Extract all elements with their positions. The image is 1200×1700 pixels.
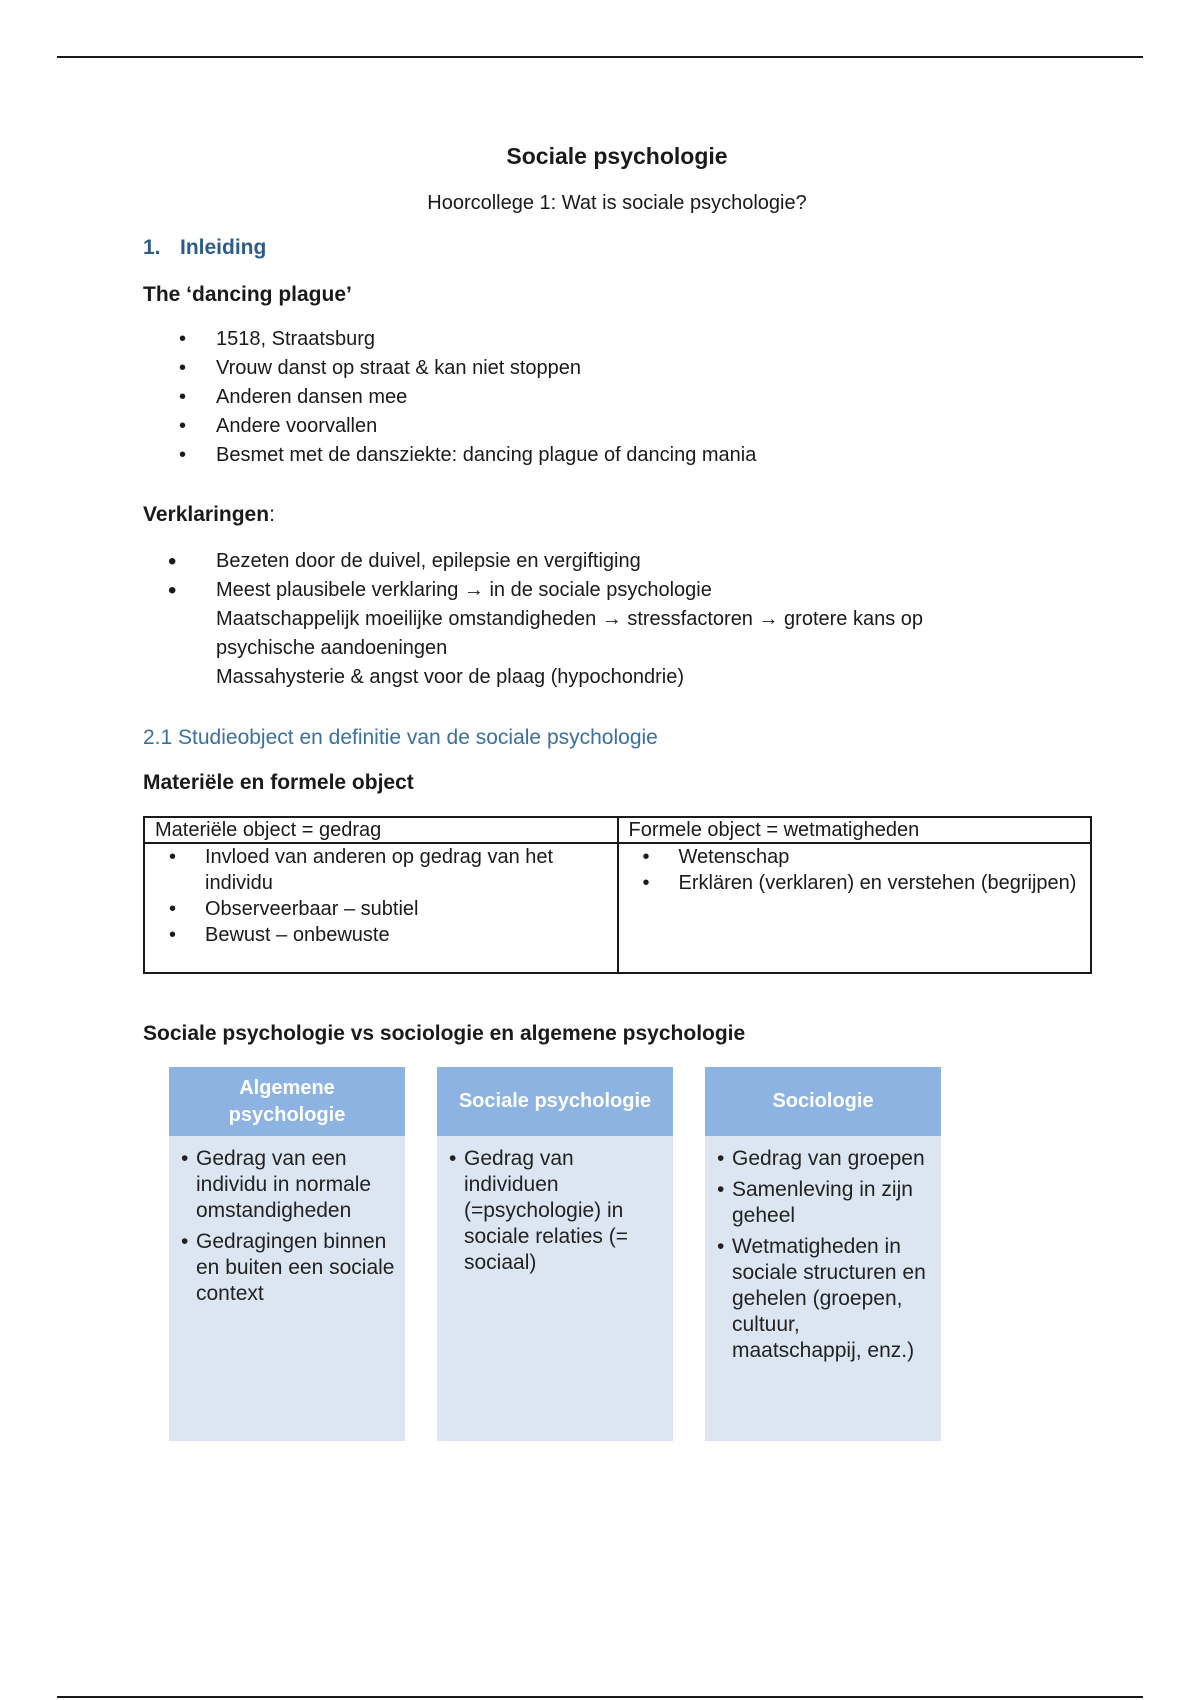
bullet-icon: • (642, 846, 650, 868)
list-item: • 1518, Straatsburg (143, 325, 756, 354)
bottom-rule (57, 1696, 1143, 1698)
list-item: • Meest plausibele verklaring → in de sociale psychologie (168, 577, 712, 604)
table-header-row (144, 817, 1091, 843)
bullet-icon: • (179, 328, 187, 350)
list-item: • Samenleving in zijn geheel (717, 1178, 913, 1227)
dancing-plague-list (143, 325, 756, 470)
box-title: Sociologie (705, 1067, 941, 1136)
list-item: • Bezeten door de duivel, epilepsie en vergiftiging (168, 548, 641, 575)
box-algemene-psychologie (169, 1067, 405, 1441)
list-item: • Gedrag van een individu in normale omstandigheden (181, 1147, 372, 1222)
list-item: • Andere voorvallen (143, 412, 756, 441)
list-item: • Wetenschap (642, 846, 790, 868)
list-item: • Wetmatigheden in sociale structuren en gehelen (groepen, cultuur, maatschappij, enz.) (717, 1235, 926, 1362)
bullet-icon: • (179, 386, 187, 408)
bullet-icon: • (181, 1147, 189, 1170)
bullet-icon: • (717, 1147, 725, 1170)
list-item: • Besmet met de dansziekte: dancing plague of dancing mania (143, 441, 756, 470)
table-header-cell: Formele object = wetmatigheden (618, 817, 1092, 843)
bullet-icon: • (169, 924, 177, 946)
object-heading: Materiële en formele object (143, 771, 414, 794)
list-continuation: Maatschappelijk moeilijke omstandigheden → stressfactoren → grotere kans op (216, 608, 924, 630)
verklaringen-heading: Verklaringen: (143, 503, 275, 526)
section-1-heading (143, 236, 266, 260)
vs-heading: Sociale psychologie vs sociologie en algemene psychologie (143, 1022, 746, 1045)
box-sociale-psychologie (437, 1067, 673, 1441)
top-rule (57, 56, 1143, 58)
section-1-title: Inleiding (180, 236, 267, 259)
bullet-icon: • (169, 846, 177, 868)
list-item: • Gedrag van groepen (717, 1147, 925, 1170)
list-item: • Gedragingen binnen en buiten een sociale context (181, 1230, 395, 1305)
section-2-1-heading: 2.1 Studieobject en definitie van de sociale psychologie (143, 726, 658, 749)
bullet-icon: • (179, 444, 187, 466)
list-item: • Gedrag van individuen (=psychologie) in sociale relaties (= sociaal) (449, 1147, 628, 1274)
list-item: • Erklären (verklaren) en verstehen (begrijpen) (642, 872, 1077, 894)
box-title: Algemene psychologie (169, 1067, 405, 1136)
verklaringen-list (143, 547, 923, 692)
list-item: • Anderen dansen mee (143, 383, 756, 412)
bullet-icon: • (168, 577, 177, 604)
list-continuation: psychische aandoeningen (216, 637, 448, 659)
bullet-icon: • (717, 1178, 725, 1201)
document-title: Sociale psychologie (506, 143, 728, 169)
bullet-icon: • (169, 898, 177, 920)
bullet-icon: • (168, 548, 177, 575)
bullet-icon: • (717, 1235, 725, 1258)
box-title: Sociale psychologie (437, 1067, 673, 1136)
list-item: • Observeerbaar – subtiel (169, 898, 419, 920)
bullet-icon: • (179, 415, 187, 437)
table-header-cell: Materiële object = gedrag (144, 817, 618, 843)
list-item: • Invloed van anderen op gedrag van het individu (169, 846, 554, 894)
bullet-icon: • (449, 1147, 457, 1170)
table-cell (144, 843, 618, 973)
list-continuation: Massahysterie & angst voor de plaag (hypochondrie) (216, 666, 685, 688)
table-row (144, 843, 1091, 973)
bullet-icon: • (181, 1230, 189, 1253)
list-item: • Vrouw danst op straat & kan niet stoppen (143, 354, 756, 383)
list-item: • Bewust – onbewuste (169, 924, 390, 946)
document-subtitle: Hoorcollege 1: Wat is sociale psychologie? (427, 192, 807, 214)
objects-table (143, 816, 1092, 974)
dancing-plague-heading: The ‘dancing plague’ (143, 283, 352, 306)
box-sociologie (705, 1067, 941, 1441)
bullet-icon: • (642, 872, 650, 894)
table-cell (618, 843, 1092, 973)
bullet-icon: • (179, 357, 187, 379)
section-1-number: 1. (143, 236, 161, 259)
